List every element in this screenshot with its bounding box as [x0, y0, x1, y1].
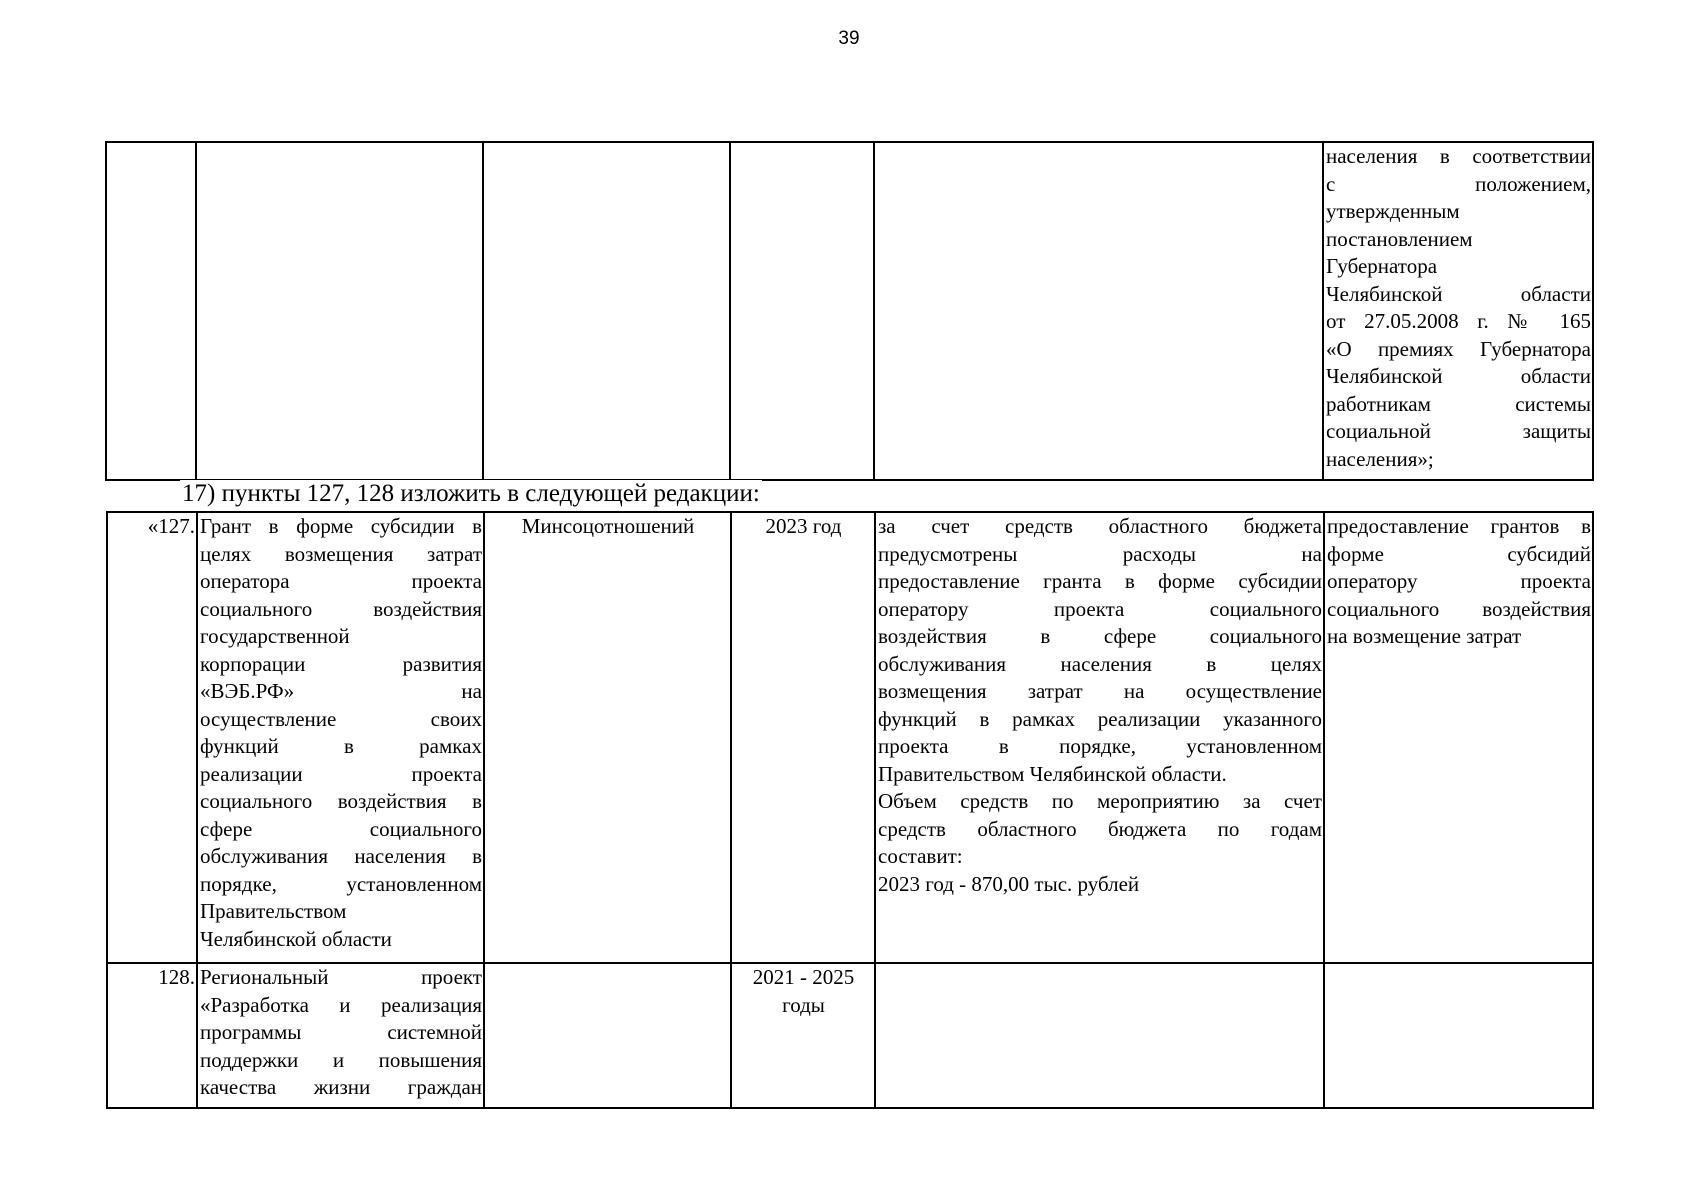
text-line: обслуживания населения в целях	[878, 651, 1322, 676]
text-line: Губернатора	[1326, 254, 1438, 278]
table-row	[106, 142, 1593, 480]
text-line: составит:	[878, 844, 963, 868]
text-line: 2023 год - 870,00 тыс. рублей	[878, 871, 1140, 896]
text-line: функций в рамках реализации указанного	[878, 706, 1322, 731]
text-line: форме субсидий	[1327, 541, 1591, 566]
cell-result	[1323, 142, 1593, 480]
table-row	[107, 963, 1593, 1108]
text-line: средств областного бюджета по годам	[878, 816, 1322, 841]
cell-name	[196, 142, 483, 480]
text-line: социального воздействия в	[200, 789, 482, 813]
amendment-instruction: 17) пункты 127, 128 изложить в следующей редакции:	[182, 480, 760, 507]
text-line: качества жизни граждан	[200, 1075, 482, 1099]
text-line: возмещения затрат на осуществление	[878, 679, 1322, 703]
text-line: работникам системы	[1326, 391, 1591, 416]
text-line: обслуживания населения в	[200, 844, 482, 868]
text-line: предоставление гранта в форме субсидии	[878, 569, 1322, 593]
cell-period	[731, 963, 875, 1108]
text-line: населения в соответствии	[1326, 144, 1591, 168]
text-line: воздействия в сфере социального	[878, 624, 1322, 648]
text-line: Правительством Челябинской области.	[878, 761, 1227, 786]
text-line: предусмотрены расходы на	[878, 541, 1322, 566]
amended-items-table	[106, 511, 1594, 1109]
text-line: 2021 - 2025	[752, 965, 855, 989]
text-line: Челябинской области	[1326, 281, 1591, 306]
cell-executor: Минсоцотношений	[484, 512, 731, 963]
text-line: социальной защиты	[1326, 419, 1591, 443]
text-line: Объем средств по мероприятию за счет	[878, 789, 1322, 813]
cell-name	[197, 963, 484, 1108]
text-line: «ВЭБ.РФ» на	[200, 679, 482, 703]
cell-num	[106, 142, 196, 480]
text-line: порядке, установленном	[200, 871, 482, 896]
text-line: годы	[782, 992, 825, 1017]
cell-executor	[484, 963, 731, 1108]
text-line: «О премиях Губернатора	[1326, 336, 1591, 361]
text-line: корпорации развития	[200, 651, 482, 676]
text-line: осуществление своих	[200, 706, 482, 731]
continued-table	[105, 141, 1594, 481]
text-line: постановлением	[1326, 226, 1473, 251]
text-line: программы системной	[200, 1020, 482, 1044]
cell-result	[1324, 512, 1593, 963]
text-line: предоставление грантов в	[1327, 514, 1591, 538]
page-number: 39	[838, 28, 860, 49]
text-line: сфере социального	[200, 816, 482, 841]
cell-name	[197, 512, 484, 963]
text-line: государственной	[200, 624, 350, 648]
text-line: поддержки и повышения	[200, 1047, 482, 1072]
cell-period	[730, 142, 874, 480]
text-line: от 27.05.2008 г. № 165	[1326, 309, 1591, 333]
text-line: на возмещение затрат	[1327, 624, 1522, 648]
text-line: целях возмещения затрат	[200, 541, 482, 566]
text-line: социального воздействия	[200, 596, 482, 621]
text-line: Грант в форме субсидии в	[200, 514, 482, 538]
text-line: «Разработка и реализация	[200, 992, 482, 1017]
text-line: Правительством	[200, 899, 347, 923]
text-line: оператору проекта социального	[878, 596, 1322, 621]
cell-funding	[874, 142, 1323, 480]
text-line: проекта в порядке, установленном	[878, 734, 1322, 758]
text-line: оператора проекта	[200, 569, 482, 593]
table-row	[107, 512, 1593, 963]
text-line: социального воздействия	[1327, 596, 1591, 621]
cell-num: 128.	[107, 963, 197, 1108]
text-line: реализации проекта	[200, 761, 482, 786]
text-line: за счет средств областного бюджета	[878, 514, 1322, 538]
text-line: Челябинской области	[1326, 364, 1591, 388]
text-line: оператору проекта	[1327, 569, 1591, 593]
cell-executor	[483, 142, 730, 480]
cell-result	[1324, 963, 1593, 1108]
text-line: утвержденным	[1326, 199, 1460, 223]
text-line: населения»;	[1326, 446, 1434, 471]
text-line: Челябинской области	[200, 926, 392, 951]
cell-funding	[875, 963, 1324, 1108]
text-line: функций в рамках	[200, 734, 482, 758]
cell-funding	[875, 512, 1324, 963]
cell-period: 2023 год	[731, 512, 875, 963]
text-line: с положением,	[1326, 171, 1591, 196]
text-line: Региональный проект	[200, 965, 482, 989]
cell-num: «127.	[107, 512, 197, 963]
